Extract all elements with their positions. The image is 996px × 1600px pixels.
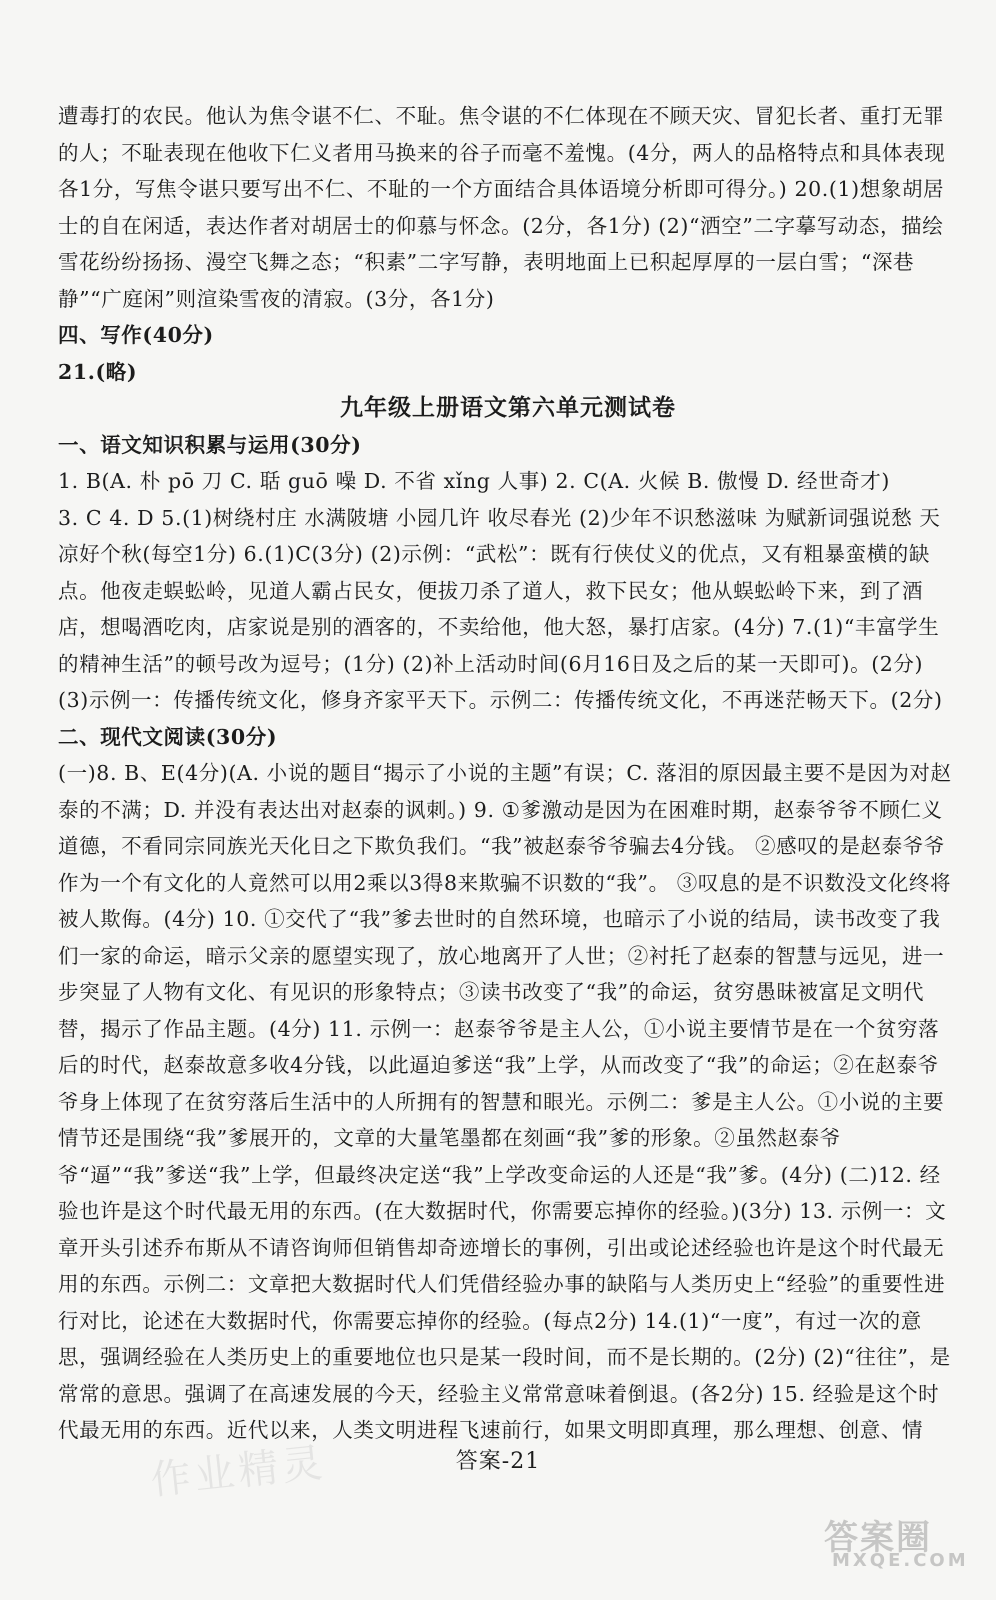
- answer-8-15: (一)8. B、E(4分)(A. 小说的题目“揭示了小说的主题”有误；C. 落泪的原因最主要不是因为对赵泰的不满；D. 并没有表达出对赵泰的讽刺。) 9. ①爹激动是因为在困难时期，赵泰爷爷不顾仁义道德，不看同宗同族光天化日之下欺负我们。“我”被赵泰爷爷骗去4分钱。 ②感叹的是赵泰爷爷作为一个有文化的人竟然可以用2乘以3得8来欺骗不识数的“我”。 ③叹息的是不识数没文化终将被人欺侮。(4分) 10. ①交代了“我”爹去世时的自然环境，也暗示了小说的结局，读书改变了我们一家的命运，暗示父亲的愿望实现了，放心地离开了人世；②衬托了赵泰的智慧与远见，进一步突显了人物有文化、有见识的形象特点；③读书改变了“我”的命运，贫穷愚昧被富足文明代替，揭示了作品主题。(4分) 11. 示例一：赵泰爷爷是主人公，①小说主要情节是在一个贫穷落后的时代，赵泰故意多收4分钱，以此逼迫爹送“我”上学，从而改变了“我”的命运；②在赵泰爷爷身上体现了在贫穷落后生活中的人所拥有的智慧和眼光。示例二：爹是主人公。①小说的主要情节还是围绕“我”爹展开的，文章的大量笔墨都在刻画“我”爹的形象。②虽然赵泰爷爷“逼”“我”爹送“我”上学，但最终决定送“我”上学改变命运的人还是“我”爹。(4分) (二)12. 经验也许是这个时代最无用的东西。(在大数据时代，你需要忘掉你的经验。)(3分) 13. 示例一：文章开头引述乔布斯从不请咨询师但销售却奇迹增长的事例，引出或论述经验也许是这个时代最无用的东西。示例二：文章把大数据时代人们凭借经验办事的缺陷与人类历史上“经验”的重要性进行对比，论述在大数据时代，你需要忘掉你的经验。(每点2分) 14.(1)“一度”，有过一次的意思，强调经验在人类历史上的重要地位也只是某一段时间，而不是长期的。(2分) (2)“往往”，是常常的意思。强调了在高速发展的今天，经验主义常常意味着倒退。(各2分) 15. 经验是这个时代最无用的东西。近代以来，人类文明进程飞速前行，如果文明即真理，那么理想、创意、情: [58, 761, 952, 1442]
- answer-3-7: 3. C 4. D 5.(1)树绕村庄 水满陂塘 小园几许 收尽春光 (2)少年不识愁滋味 为赋新词强说愁 天凉好个秋(每空1分) 6.(1)C(3分) (2)示例：“武松”：既有行侠仗义的优点，又有粗暴蛮横的缺点。他夜走蜈蚣岭，见道人霸占民女，便拔刀杀了道人，救下民女；他从蜈蚣岭下来，到了酒店，想喝酒吃肉，店家说是别的酒客的，不卖给他，他大怒，暴打店家。(4分) 7.(1)“丰富学生的精神生活”的顿号改为逗号；(1分) (2)补上活动时间(6月16日及之后的某一天即可)。(2分) (3)示例一：传播传统文化，修身齐家平天下。示例二：传播传统文化，不再迷茫畅天下。(2分): [58, 505, 943, 712]
- section-heading-writing: 四、写作(40分): [58, 323, 214, 347]
- test-title: 九年级上册语文第六单元测试卷: [340, 394, 676, 421]
- answer-page-body: [58, 98, 958, 1449]
- answer-1-2: 1. B(A. 朴 pō 刀 C. 聒 guō 噪 D. 不省 xǐng 人事) 2. C(A. 火候 B. 傲慢 D. 经世奇才): [58, 469, 890, 493]
- section-heading-knowledge: 一、语文知识积累与运用(30分): [58, 432, 362, 457]
- answer-21: 21.(略): [58, 359, 138, 384]
- section-heading-reading: 二、现代文阅读(30分): [58, 724, 278, 749]
- watermark-logo-cn: 答案圈: [824, 1518, 932, 1558]
- watermark-zuoye-jingling: 作业精灵: [148, 1439, 329, 1505]
- watermark-logo-en: MXQE.COM: [832, 1550, 969, 1571]
- answer-paragraph-continued: 遭毒打的农民。他认为焦令谌不仁、不耻。焦令谌的不仁体现在不顾天灾、冒犯长者、重打无罪的人；不耻表现在他收下仁义者用马换来的谷子而毫不羞愧。(4分，两人的品格特点和具体表现各1分，写焦令谌只要写出不仁、不耻的一个方面结合具体语境分析即可得分。) 20.(1)想象胡居士的自在闲适，表达作者对胡居士的仰慕与怀念。(2分，各1分) (2)“洒空”二字摹写动态，描绘雪花纷纷扬扬、漫空飞舞之态；“积素”二字写静，表明地面上已积起厚厚的一层白雪；“深巷静”“广庭闲”则渲染雪夜的清寂。(3分，各1分): [58, 104, 946, 311]
- watermark-logo: [818, 1510, 968, 1574]
- page-footer: 答案-21: [455, 1449, 541, 1474]
